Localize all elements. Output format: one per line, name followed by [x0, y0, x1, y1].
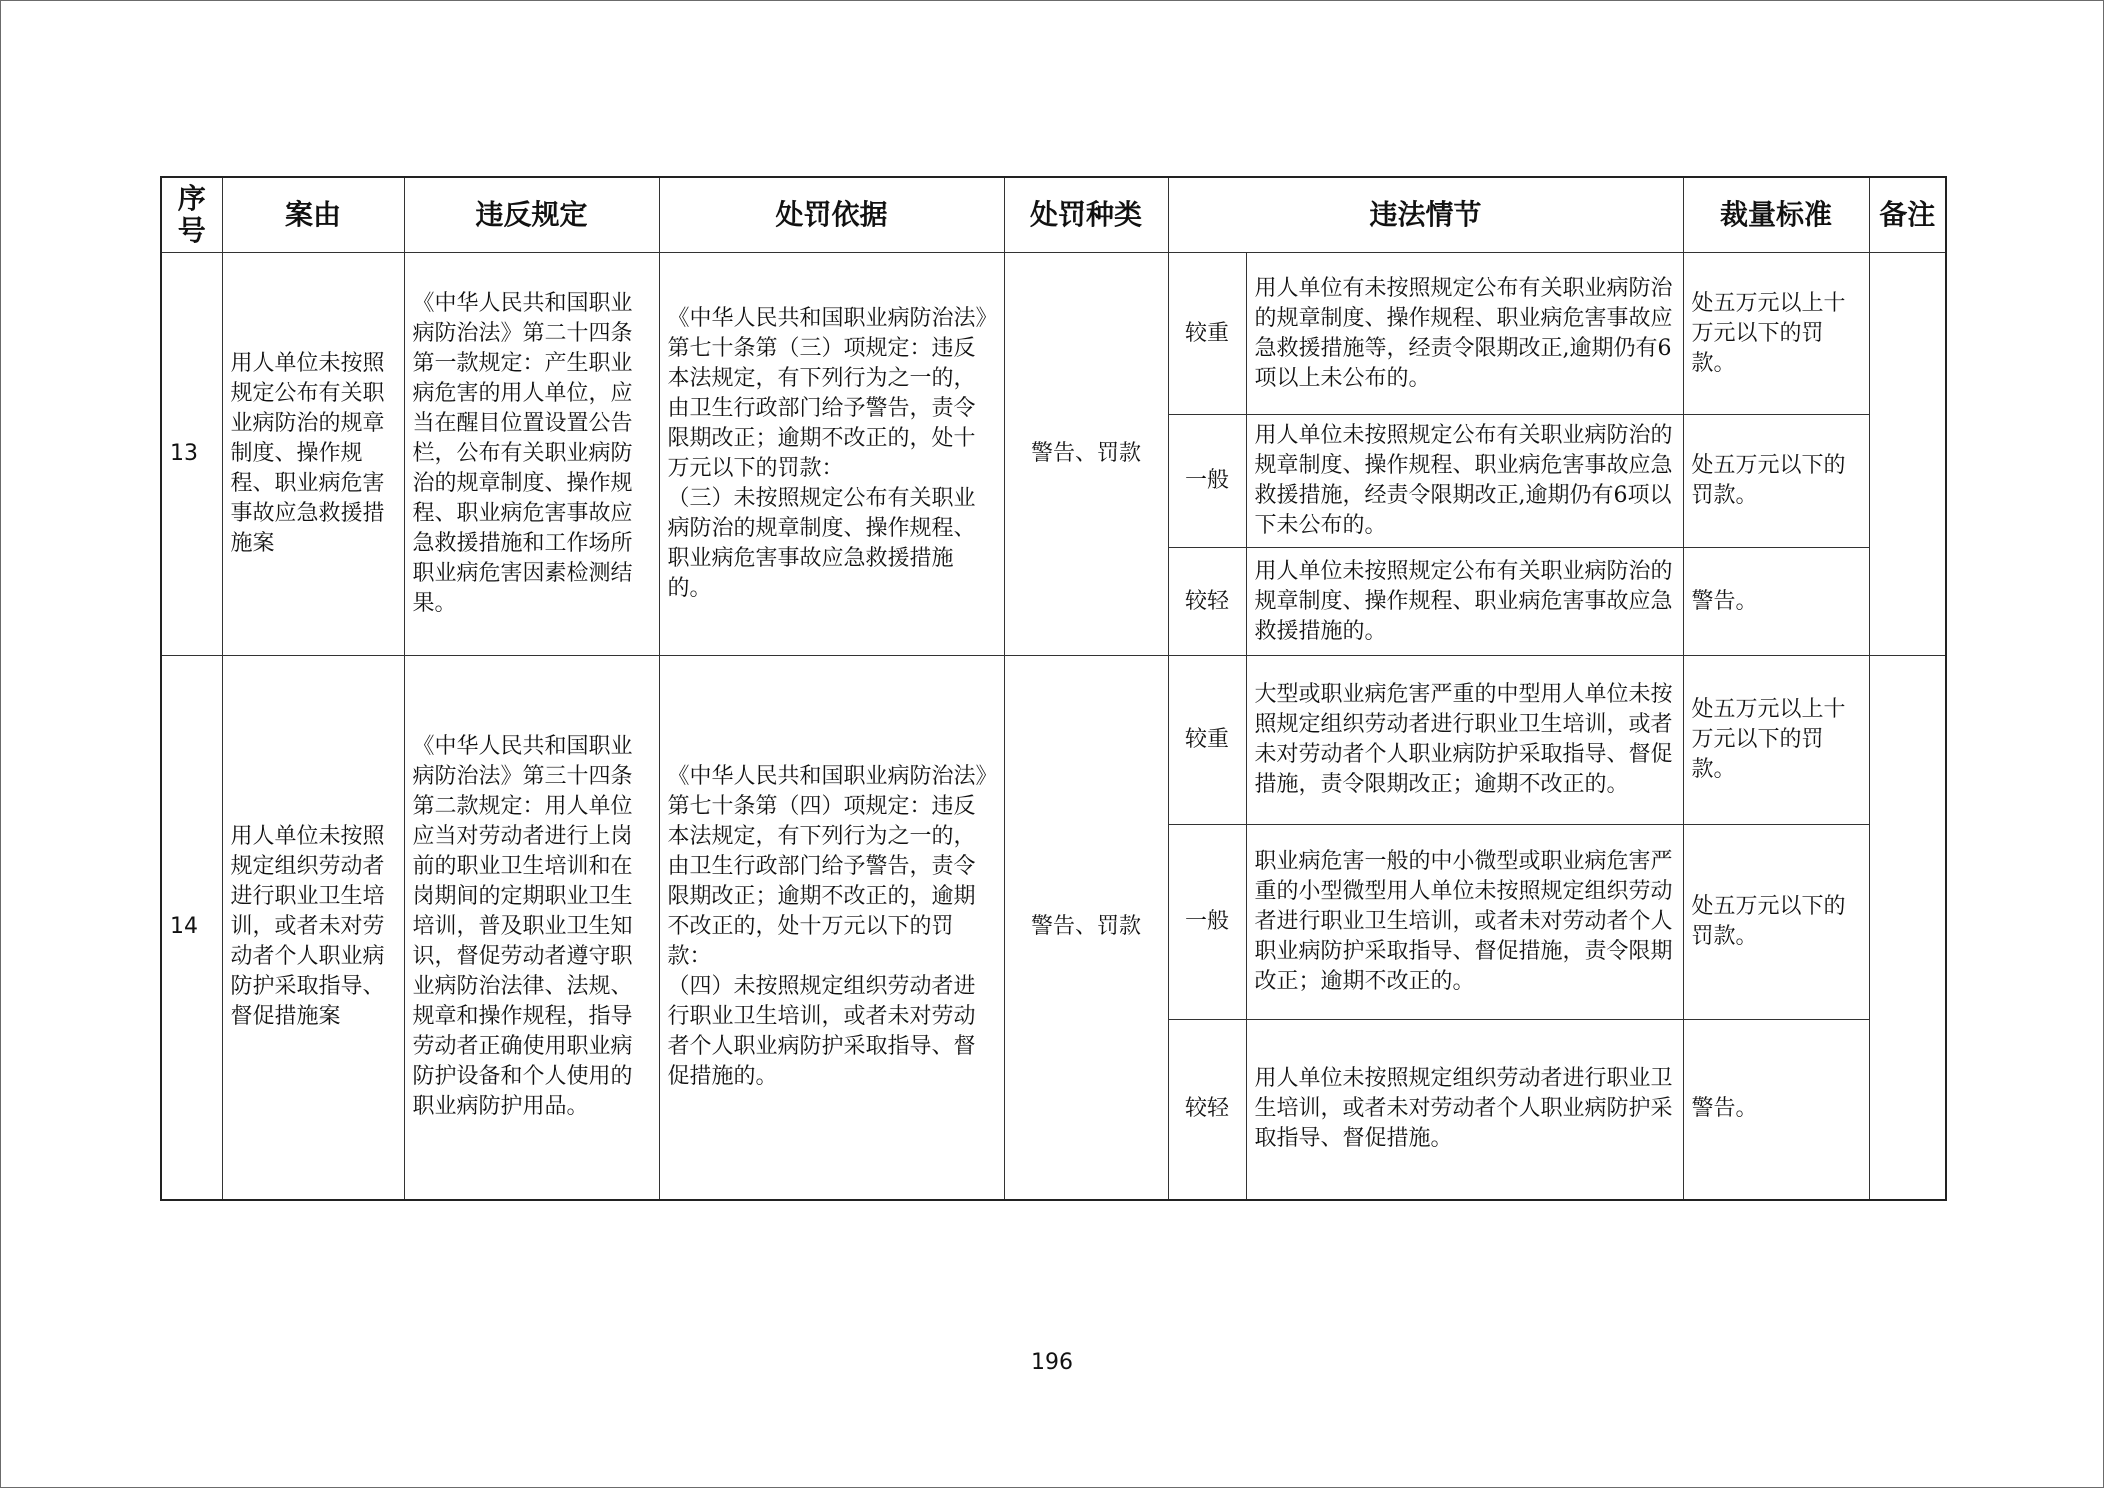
row-violated-provision: 《中华人民共和国职业病防治法》第二十四条第一款规定：产生职业病危害的用人单位，应当在醒目位置设置公告栏，公布有关职业病防治的规章制度、操作规程、职业病危害事故应急救援措施和工作场所职业病危害因素检测结果。	[404, 253, 659, 656]
page-number: 196	[1031, 1350, 1073, 1375]
row-case: 用人单位未按照规定组织劳动者进行职业卫生培训，或者未对劳动者个人职业病防护采取指导、督促措施案	[222, 656, 404, 1200]
header-penalty-type: 处罚种类	[1004, 177, 1168, 253]
standard-text: 处五万元以下的罚款。	[1683, 825, 1869, 1020]
table-row	[161, 253, 1946, 415]
level-label: 一般	[1168, 415, 1246, 548]
header-penalty-basis: 处罚依据	[659, 177, 1004, 253]
row-remarks	[1869, 253, 1946, 656]
header-case: 案由	[222, 177, 404, 253]
standard-text: 处五万元以上十万元以下的罚款。	[1683, 656, 1869, 825]
header-discretion-standard: 裁量标准	[1683, 177, 1869, 253]
standard-text: 处五万元以上十万元以下的罚款。	[1683, 253, 1869, 415]
level-label: 较轻	[1168, 548, 1246, 656]
level-label: 较重	[1168, 253, 1246, 415]
level-label: 较轻	[1168, 1020, 1246, 1200]
row-penalty-basis: 《中华人民共和国职业病防治法》第七十条第（三）项规定：违反本法规定，有下列行为之一的，由卫生行政部门给予警告，责令限期改正；逾期不改正的，处十万元以下的罚款： （三）未按照规定公布有关职业病防治的规章制度、操作规程、职业病危害事故应急救援措施的。	[659, 253, 1004, 656]
row-penalty-basis: 《中华人民共和国职业病防治法》第七十条第（四）项规定：违反本法规定，有下列行为之一的，由卫生行政部门给予警告，责令限期改正；逾期不改正的，逾期不改正的，处十万元以下的罚款： （四）未按照规定组织劳动者进行职业卫生培训，或者未对劳动者个人职业病防护采取指导、督促措施的。	[659, 656, 1004, 1200]
header-row	[161, 177, 1946, 253]
row-remarks	[1869, 656, 1946, 1200]
row-case: 用人单位未按照规定公布有关职业病防治的规章制度、操作规程、职业病危害事故应急救援措施案	[222, 253, 404, 656]
header-circumstances: 违法情节	[1168, 177, 1683, 253]
level-label: 一般	[1168, 825, 1246, 1020]
circumstance-text: 职业病危害一般的中小微型或职业病危害严重的小型微型用人单位未按照规定组织劳动者进行职业卫生培训，或者未对劳动者个人职业病防护采取指导、督促措施，责令限期改正；逾期不改正的。	[1246, 825, 1683, 1020]
row-seq: 14	[161, 656, 222, 1200]
standard-text: 警告。	[1683, 548, 1869, 656]
row-seq: 13	[161, 253, 222, 656]
standard-text: 处五万元以下的罚款。	[1683, 415, 1869, 548]
header-seq: 序号	[161, 177, 222, 253]
penalty-discretion-table	[160, 176, 1947, 1201]
circumstance-text: 用人单位未按照规定组织劳动者进行职业卫生培训，或者未对劳动者个人职业病防护采取指导、督促措施。	[1246, 1020, 1683, 1200]
circumstance-text: 用人单位未按照规定公布有关职业病防治的规章制度、操作规程、职业病危害事故应急救援措施，经责令限期改正,逾期仍有6项以下未公布的。	[1246, 415, 1683, 548]
row-penalty-type: 警告、罚款	[1004, 656, 1168, 1200]
row-penalty-type: 警告、罚款	[1004, 253, 1168, 656]
standard-text: 警告。	[1683, 1020, 1869, 1200]
circumstance-text: 用人单位未按照规定公布有关职业病防治的规章制度、操作规程、职业病危害事故应急救援措施的。	[1246, 548, 1683, 656]
header-remarks: 备注	[1869, 177, 1946, 253]
table-row	[161, 656, 1946, 825]
row-violated-provision: 《中华人民共和国职业病防治法》第三十四条第二款规定：用人单位应当对劳动者进行上岗前的职业卫生培训和在岗期间的定期职业卫生培训，普及职业卫生知识，督促劳动者遵守职业病防治法律、法规、规章和操作规程，指导劳动者正确使用职业病防护设备和个人使用的职业病防护用品。	[404, 656, 659, 1200]
circumstance-text: 大型或职业病危害严重的中型用人单位未按照规定组织劳动者进行职业卫生培训，或者未对劳动者个人职业病防护采取指导、督促措施，责令限期改正；逾期不改正的。	[1246, 656, 1683, 825]
header-violated-provision: 违反规定	[404, 177, 659, 253]
circumstance-text: 用人单位有未按照规定公布有关职业病防治的规章制度、操作规程、职业病危害事故应急救援措施等，经责令限期改正,逾期仍有6项以上未公布的。	[1246, 253, 1683, 415]
level-label: 较重	[1168, 656, 1246, 825]
